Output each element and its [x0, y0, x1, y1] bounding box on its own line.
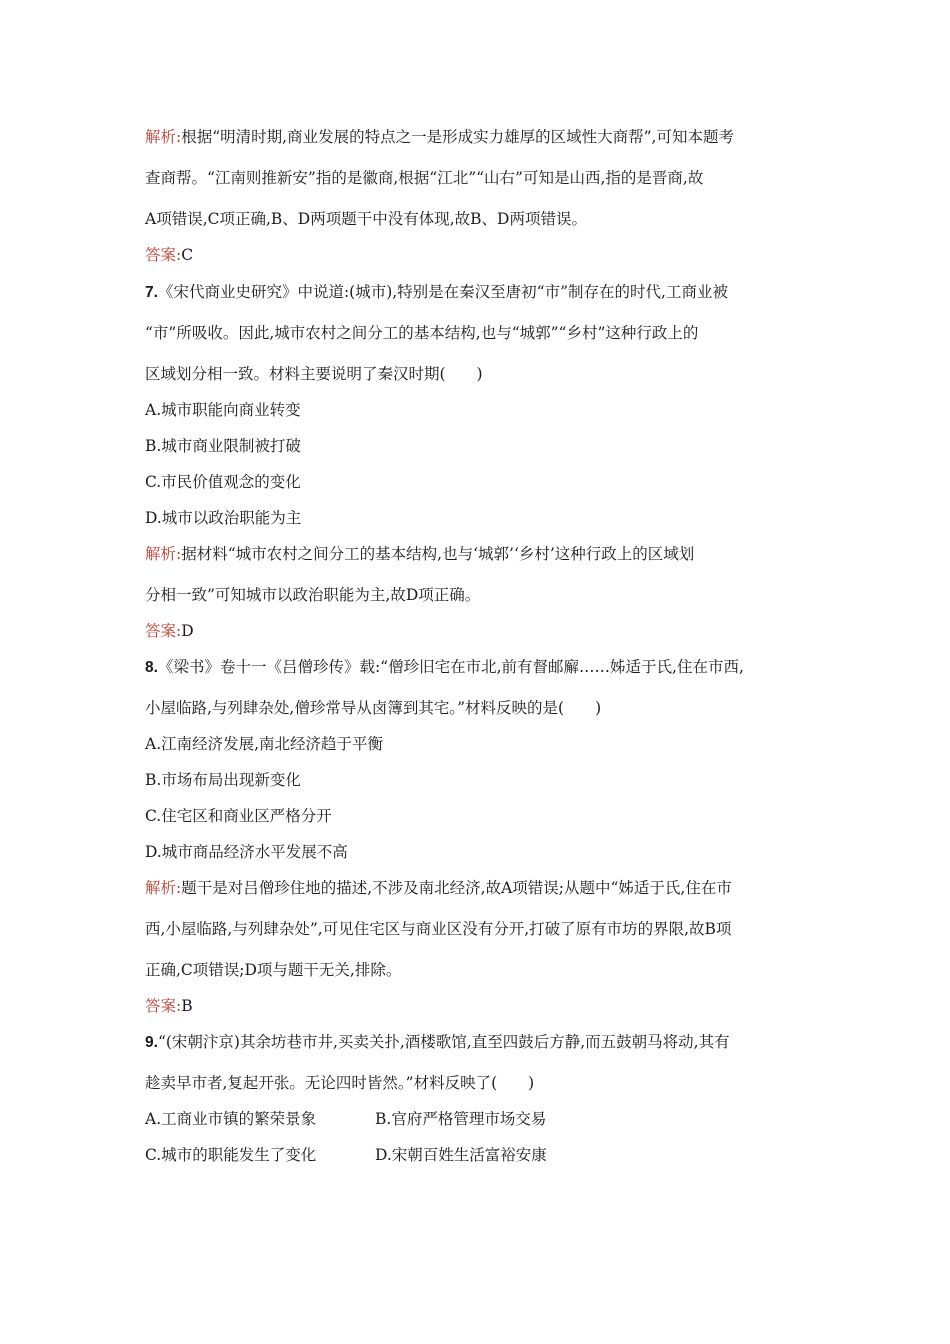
- q9-option-a: A.工商业市镇的繁荣景象: [145, 1110, 317, 1128]
- q8-analysis-line-1: 解析:题干是对吕僧珍住地的描述,不涉及南北经济,故A项错误;从题中“姊适于氏,住在市: [145, 879, 732, 897]
- q7-option-a: A.城市职能向商业转变: [145, 401, 301, 419]
- question-number: 8.: [145, 659, 158, 676]
- q7-stem-line-1: 7.《宋代商业史研究》中说道:(城市),特别是在秦汉至唐初“市”制存在的时代,工商业被: [145, 283, 728, 301]
- answer-label: 答案:: [145, 997, 182, 1015]
- q8-analysis-line-3: 正确,C项错误;D项与题干无关,排除。: [145, 961, 402, 979]
- q7-option-c: C.市民价值观念的变化: [145, 473, 301, 491]
- analysis-label: 解析:: [145, 879, 182, 897]
- q6-analysis-line-2: 查商帮。“江南则推新安”指的是徽商,根据“江北”“山右”可知是山西,指的是晋商,故: [145, 169, 704, 187]
- answer-label: 答案:: [145, 622, 182, 640]
- q8-option-a: A.江南经济发展,南北经济趋于平衡: [145, 735, 384, 753]
- analysis-label: 解析:: [145, 545, 182, 563]
- q8-stem-line-1: 8.《梁书》卷十一《吕僧珍传》载:“僧珍旧宅在市北,前有督邮廨……姊适于氏,住在市西,: [145, 658, 744, 676]
- q8-option-c: C.住宅区和商业区严格分开: [145, 807, 332, 825]
- q8-analysis-line-2: 西,小屋临路,与列肆杂处”,可见住宅区与商业区没有分开,打破了原有市坊的界限,故B项: [145, 920, 732, 938]
- q7-stem-line-3: 区域划分相一致。材料主要说明了秦汉时期( ): [145, 365, 483, 383]
- q7-option-d: D.城市以政治职能为主: [145, 509, 302, 527]
- q8-answer: 答案:B: [145, 997, 193, 1015]
- q9-option-d: D.宋朝百姓生活富裕安康: [375, 1146, 547, 1164]
- q8-option-b: B.市场布局出现新变化: [145, 771, 301, 789]
- q7-analysis-line-1: 解析:据材料“城市农村之间分工的基本结构,也与‘城郭’‘乡村’这种行政上的区域划: [145, 545, 695, 563]
- q6-analysis-line-1: 解析:根据“明清时期,商业发展的特点之一是形成实力雄厚的区域性大商帮”,可知本题考: [145, 128, 734, 146]
- q9-option-b: B.官府严格管理市场交易: [375, 1110, 547, 1128]
- q9-option-c: C.城市的职能发生了变化: [145, 1146, 317, 1164]
- q9-options-row-2: [145, 1144, 805, 1166]
- q9-stem-line-2: 趁卖早市者,复起开张。无论四时皆然。”材料反映了( ): [145, 1074, 535, 1092]
- q8-stem-line-2: 小屋临路,与列肆杂处,僧珍常导从卤簿到其宅。”材料反映的是( ): [145, 699, 602, 717]
- q7-answer: 答案:D: [145, 622, 194, 640]
- q7-stem-line-2: “市”所吸收。因此,城市农村之间分工的基本结构,也与“城郭”“乡村”这种行政上的: [145, 324, 699, 342]
- question-number: 9.: [145, 1034, 158, 1051]
- q9-options-row-1: [145, 1108, 805, 1130]
- q7-analysis-line-2: 分相一致”可知城市以政治职能为主,故D项正确。: [145, 586, 481, 604]
- q6-answer: 答案:C: [145, 246, 194, 264]
- q9-stem-line-1: 9.“(宋朝汴京)其余坊巷市井,买卖关扑,酒楼歌馆,直至四鼓后方静,而五鼓朝马将动,其有: [145, 1033, 730, 1051]
- q6-analysis-line-3: A项错误,C项正确,B、D两项题干中没有体现,故B、D两项错误。: [145, 210, 587, 228]
- analysis-label: 解析:: [145, 128, 182, 146]
- q7-option-b: B.城市商业限制被打破: [145, 437, 301, 455]
- q8-option-d: D.城市商品经济水平发展不高: [145, 843, 348, 861]
- answer-label: 答案:: [145, 246, 182, 264]
- question-number: 7.: [145, 284, 158, 301]
